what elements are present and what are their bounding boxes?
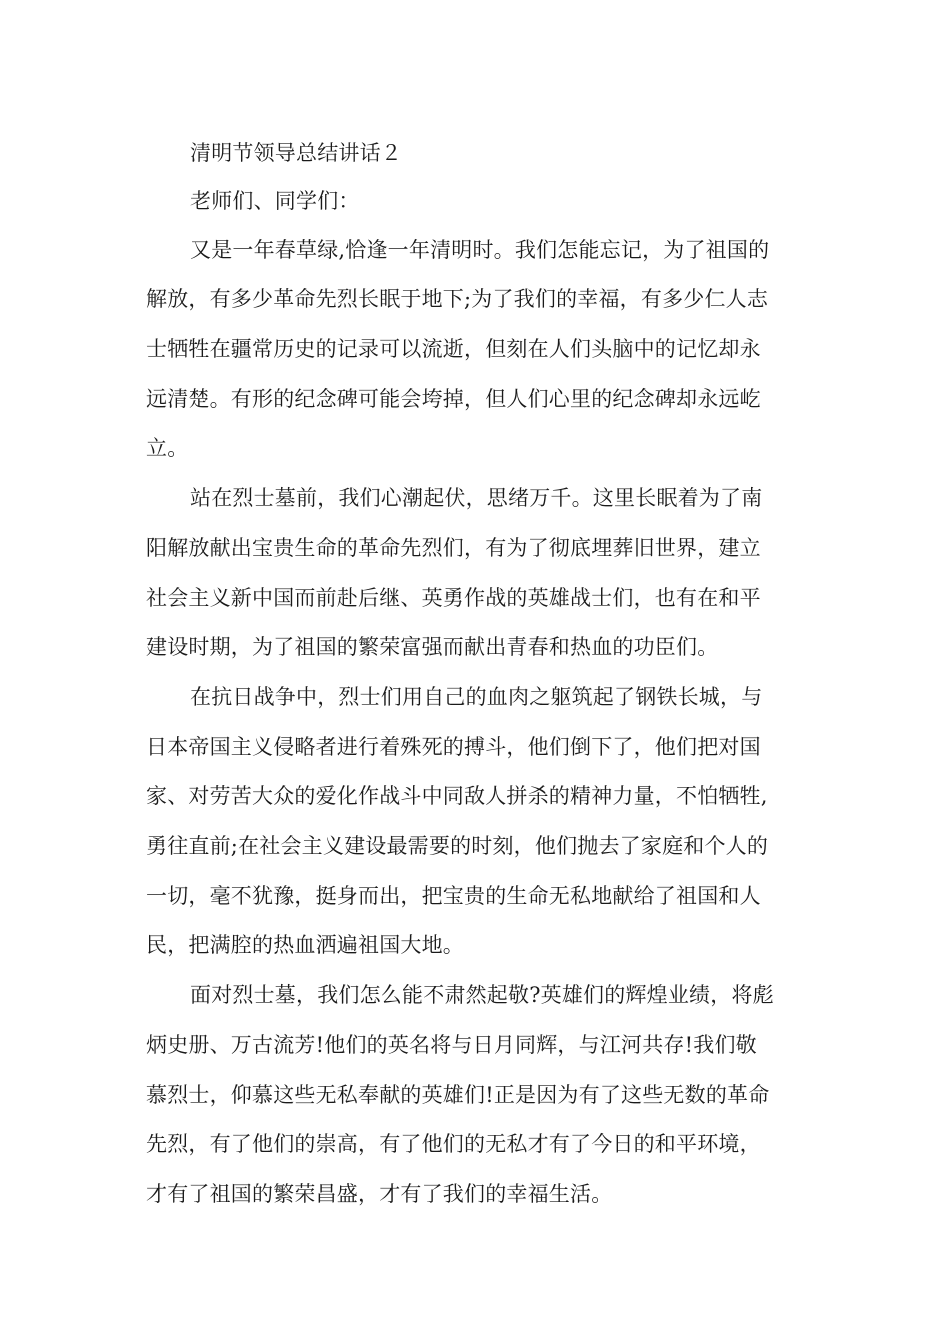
- paragraph-1-line-1: 又是一年春草绿,恰逢一年清明时。我们怎能忘记，为了祖国的: [190, 238, 770, 262]
- paragraph-4-line-1: 面对烈士墓，我们怎么能不肃然起敬?英雄们的辉煌业绩，将彪: [190, 983, 774, 1007]
- paragraph-3-line-1: 在抗日战争中，烈士们用自己的血肉之躯筑起了钢铁长城，与: [190, 685, 763, 709]
- paragraph-2-line-1: 站在烈士墓前，我们心潮起伏，思绪万千。这里长眠着为了南: [190, 486, 763, 510]
- paragraph-3-line-4: 勇往直前;在社会主义建设最需要的时刻，他们抛去了家庭和个人的: [146, 834, 769, 858]
- paragraph-4-line-5: 才有了祖国的繁荣昌盛，才有了我们的幸福生活。: [146, 1182, 613, 1206]
- paragraph-4-line-4: 先烈，有了他们的崇高，有了他们的无私才有了今日的和平环境，: [146, 1132, 761, 1156]
- paragraph-3-line-5: 一切，毫不犹豫，挺身而出，把宝贵的生命无私地献给了祖国和人: [146, 884, 761, 908]
- salutation: 老师们、同学们：: [190, 189, 360, 213]
- paragraph-2-line-2: 阳解放献出宝贵生命的革命先烈们，有为了彻底埋葬旧世界，建立: [146, 536, 761, 560]
- paragraph-1-line-5: 立。: [146, 436, 189, 460]
- paragraph-2-line-3: 社会主义新中国而前赴后继、英勇作战的英雄战士们，也有在和平: [146, 586, 761, 610]
- paragraph-3-line-6: 民，把满腔的热血洒遍祖国大地。: [146, 933, 464, 957]
- paragraph-3-line-3: 家、对劳苦大众的爱化作战斗中同敌人拼杀的精神力量，不怕牺牲,: [146, 784, 768, 808]
- paragraph-2-line-4: 建设时期，为了祖国的繁荣富强而献出青春和热血的功臣们。: [146, 635, 719, 659]
- paragraph-4-line-2: 炳史册、万古流芳!他们的英名将与日月同辉，与江河共存!我们敬: [146, 1033, 757, 1057]
- paragraph-1-line-3: 士牺牲在疆常历史的记录可以流逝，但刻在人们头脑中的记忆却永: [146, 337, 761, 361]
- paragraph-1-line-4: 远清楚。有形的纪念碑可能会垮掉，但人们心里的纪念碑却永远屹: [146, 387, 761, 411]
- paragraph-1-line-2: 解放，有多少革命先烈长眠于地下;为了我们的幸福，有多少仁人志: [146, 287, 769, 311]
- document-title: 清明节领导总结讲话２: [190, 141, 402, 165]
- paragraph-4-line-3: 慕烈士，仰慕这些无私奉献的英雄们!正是因为有了这些无数的革命: [146, 1083, 770, 1107]
- paragraph-3-line-2: 日本帝国主义侵略者进行着殊死的搏斗，他们倒下了，他们把对国: [146, 735, 761, 759]
